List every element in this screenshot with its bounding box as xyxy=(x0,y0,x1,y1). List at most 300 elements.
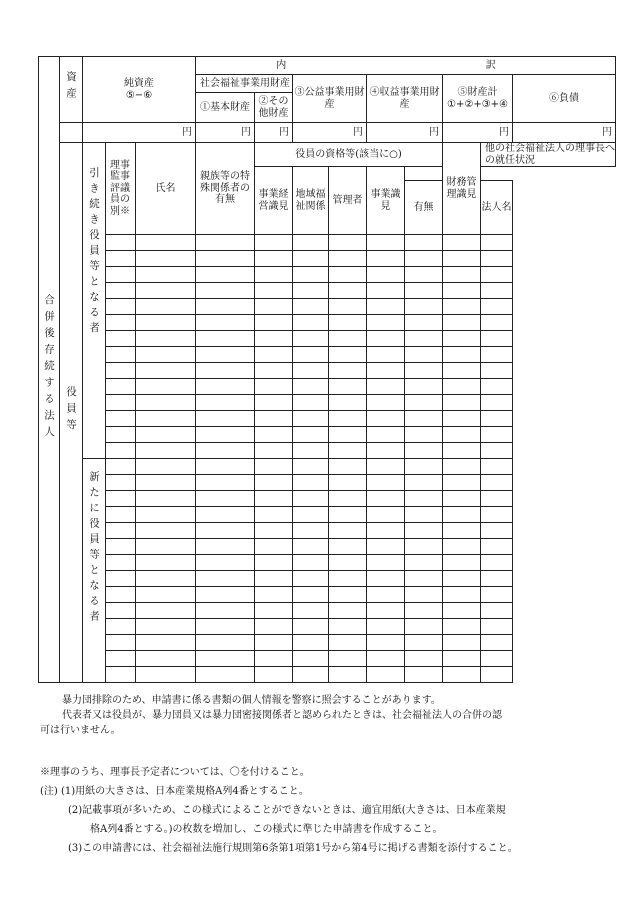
community-cell[interactable] xyxy=(293,299,329,315)
name-cell[interactable] xyxy=(136,283,196,299)
community-cell[interactable] xyxy=(293,459,329,475)
finance-cell[interactable] xyxy=(405,315,443,331)
role-cell[interactable] xyxy=(106,603,136,619)
business-cell[interactable] xyxy=(255,299,293,315)
presence-cell[interactable] xyxy=(443,635,481,651)
role-cell[interactable] xyxy=(106,251,136,267)
business-cell[interactable] xyxy=(255,443,293,459)
manager-cell[interactable] xyxy=(329,395,367,411)
corp-name-cell[interactable] xyxy=(481,427,513,443)
presence-cell[interactable] xyxy=(443,491,481,507)
corp-name-cell[interactable] xyxy=(481,619,513,635)
finance-cell[interactable] xyxy=(405,571,443,587)
community-cell[interactable] xyxy=(293,315,329,331)
presence-cell[interactable] xyxy=(443,667,481,683)
finance-cell[interactable] xyxy=(405,523,443,539)
public-property-value[interactable] xyxy=(293,123,367,143)
presence-cell[interactable] xyxy=(443,299,481,315)
relatives-cell[interactable] xyxy=(196,299,255,315)
name-cell[interactable] xyxy=(136,571,196,587)
relatives-cell[interactable] xyxy=(196,267,255,283)
corp-name-cell[interactable] xyxy=(481,235,513,251)
business-cell[interactable] xyxy=(255,475,293,491)
relatives-cell[interactable] xyxy=(196,411,255,427)
business-cell[interactable] xyxy=(255,395,293,411)
community-cell[interactable] xyxy=(293,603,329,619)
corp-name-cell[interactable] xyxy=(481,523,513,539)
name-cell[interactable] xyxy=(136,651,196,667)
community-cell[interactable] xyxy=(293,555,329,571)
name-cell[interactable] xyxy=(136,523,196,539)
expert-cell[interactable] xyxy=(367,523,405,539)
role-cell[interactable] xyxy=(106,475,136,491)
table-row xyxy=(39,523,616,539)
finance-cell[interactable] xyxy=(405,379,443,395)
corp-name-cell[interactable] xyxy=(481,331,513,347)
role-cell[interactable] xyxy=(106,363,136,379)
corp-name-cell[interactable] xyxy=(481,395,513,411)
manager-cell[interactable] xyxy=(329,331,367,347)
name-cell[interactable] xyxy=(136,395,196,411)
presence-cell[interactable] xyxy=(443,251,481,267)
finance-cell[interactable] xyxy=(405,555,443,571)
expert-cell[interactable] xyxy=(367,251,405,267)
role-cell[interactable] xyxy=(106,299,136,315)
finance-cell[interactable] xyxy=(405,603,443,619)
presence-cell[interactable] xyxy=(443,475,481,491)
relatives-cell[interactable] xyxy=(196,379,255,395)
name-cell[interactable] xyxy=(136,427,196,443)
name-cell[interactable] xyxy=(136,235,196,251)
expert-header-label: 事業識見 xyxy=(370,189,401,212)
manager-cell[interactable] xyxy=(329,539,367,555)
name-cell[interactable] xyxy=(136,475,196,491)
community-cell[interactable] xyxy=(293,651,329,667)
finance-cell[interactable] xyxy=(405,299,443,315)
community-cell[interactable] xyxy=(293,331,329,347)
role-cell[interactable] xyxy=(106,379,136,395)
name-cell[interactable] xyxy=(136,491,196,507)
role-cell[interactable] xyxy=(106,395,136,411)
finance-cell[interactable] xyxy=(405,235,443,251)
manager-cell[interactable] xyxy=(329,443,367,459)
name-cell[interactable] xyxy=(136,331,196,347)
role-cell[interactable] xyxy=(106,571,136,587)
expert-cell[interactable] xyxy=(367,539,405,555)
other-corp-header-label: 他の社会福祉法人の理事長への就任状況 xyxy=(485,143,616,166)
business-cell[interactable] xyxy=(255,619,293,635)
role-cell[interactable] xyxy=(106,411,136,427)
role-cell[interactable] xyxy=(106,267,136,283)
finance-cell[interactable] xyxy=(405,491,443,507)
other-property-header xyxy=(255,93,293,123)
business-cell[interactable] xyxy=(255,539,293,555)
presence-cell[interactable] xyxy=(443,603,481,619)
role-cell[interactable] xyxy=(106,587,136,603)
manager-cell[interactable] xyxy=(329,635,367,651)
business-cell[interactable] xyxy=(255,267,293,283)
manager-cell[interactable] xyxy=(329,411,367,427)
relatives-cell[interactable] xyxy=(196,395,255,411)
business-cell[interactable] xyxy=(255,251,293,267)
expert-cell[interactable] xyxy=(367,571,405,587)
business-cell[interactable] xyxy=(255,363,293,379)
expert-cell[interactable] xyxy=(367,651,405,667)
corp-name-cell[interactable] xyxy=(481,379,513,395)
finance-cell[interactable] xyxy=(405,395,443,411)
community-cell[interactable] xyxy=(293,539,329,555)
other-property-value[interactable] xyxy=(255,123,293,143)
manager-cell[interactable] xyxy=(329,315,367,331)
community-cell[interactable] xyxy=(293,427,329,443)
role-cell[interactable] xyxy=(106,235,136,251)
expert-cell[interactable] xyxy=(367,379,405,395)
name-cell[interactable] xyxy=(136,299,196,315)
presence-cell[interactable] xyxy=(443,315,481,331)
presence-cell[interactable] xyxy=(443,395,481,411)
corp-name-cell[interactable] xyxy=(481,363,513,379)
expert-cell[interactable] xyxy=(367,475,405,491)
finance-cell[interactable] xyxy=(405,635,443,651)
manager-cell[interactable] xyxy=(329,651,367,667)
finance-cell[interactable] xyxy=(405,507,443,523)
manager-cell[interactable] xyxy=(329,619,367,635)
business-cell[interactable] xyxy=(255,571,293,587)
relatives-cell[interactable] xyxy=(196,347,255,363)
business-cell[interactable] xyxy=(255,427,293,443)
expert-cell[interactable] xyxy=(367,603,405,619)
corp-name-cell[interactable] xyxy=(481,443,513,459)
role-cell[interactable] xyxy=(106,507,136,523)
role-cell[interactable] xyxy=(106,459,136,475)
role-cell[interactable] xyxy=(106,635,136,651)
presence-cell[interactable] xyxy=(443,283,481,299)
relatives-cell[interactable] xyxy=(196,363,255,379)
name-cell[interactable] xyxy=(136,539,196,555)
role-cell[interactable] xyxy=(106,443,136,459)
expert-cell[interactable] xyxy=(367,267,405,283)
name-cell[interactable] xyxy=(136,667,196,683)
business-cell[interactable] xyxy=(255,587,293,603)
corp-name-cell[interactable] xyxy=(481,475,513,491)
presence-cell[interactable] xyxy=(443,427,481,443)
corp-name-cell[interactable] xyxy=(481,587,513,603)
name-cell[interactable] xyxy=(136,267,196,283)
presence-cell[interactable] xyxy=(443,411,481,427)
expert-cell[interactable] xyxy=(367,363,405,379)
relatives-cell[interactable] xyxy=(196,667,255,683)
expert-cell[interactable] xyxy=(367,587,405,603)
finance-cell[interactable] xyxy=(405,539,443,555)
role-cell[interactable] xyxy=(106,539,136,555)
name-cell[interactable] xyxy=(136,347,196,363)
expert-cell[interactable] xyxy=(367,555,405,571)
business-cell[interactable] xyxy=(255,347,293,363)
community-cell[interactable] xyxy=(293,587,329,603)
community-cell[interactable] xyxy=(293,491,329,507)
corp-name-cell[interactable] xyxy=(481,651,513,667)
manager-header xyxy=(329,167,367,235)
name-cell[interactable] xyxy=(136,619,196,635)
corp-name-cell[interactable] xyxy=(481,603,513,619)
finance-cell[interactable] xyxy=(405,283,443,299)
presence-cell[interactable] xyxy=(443,555,481,571)
manager-cell[interactable] xyxy=(329,555,367,571)
relatives-cell[interactable] xyxy=(196,635,255,651)
name-cell[interactable] xyxy=(136,507,196,523)
community-cell[interactable] xyxy=(293,267,329,283)
expert-cell[interactable] xyxy=(367,507,405,523)
expert-cell[interactable] xyxy=(367,619,405,635)
corp-name-cell[interactable] xyxy=(481,491,513,507)
relatives-cell[interactable] xyxy=(196,315,255,331)
role-cell[interactable] xyxy=(106,427,136,443)
property-total-value[interactable] xyxy=(443,123,513,143)
community-cell[interactable] xyxy=(293,507,329,523)
community-cell[interactable] xyxy=(293,395,329,411)
relatives-cell[interactable] xyxy=(196,555,255,571)
business-cell[interactable] xyxy=(255,379,293,395)
role-cell[interactable] xyxy=(106,619,136,635)
manager-cell[interactable] xyxy=(329,491,367,507)
manager-cell[interactable] xyxy=(329,267,367,283)
business-cell[interactable] xyxy=(255,491,293,507)
business-cell[interactable] xyxy=(255,459,293,475)
business-cell[interactable] xyxy=(255,315,293,331)
relatives-cell[interactable] xyxy=(196,491,255,507)
finance-cell[interactable] xyxy=(405,267,443,283)
community-cell[interactable] xyxy=(293,235,329,251)
manager-cell[interactable] xyxy=(329,299,367,315)
community-cell[interactable] xyxy=(293,347,329,363)
manager-cell[interactable] xyxy=(329,507,367,523)
business-cell[interactable] xyxy=(255,507,293,523)
role-cell[interactable] xyxy=(106,667,136,683)
manager-cell[interactable] xyxy=(329,571,367,587)
relatives-cell[interactable] xyxy=(196,331,255,347)
business-cell[interactable] xyxy=(255,523,293,539)
liabilities-value[interactable] xyxy=(513,123,616,143)
relatives-cell[interactable] xyxy=(196,475,255,491)
relatives-cell[interactable] xyxy=(196,603,255,619)
business-cell[interactable] xyxy=(255,635,293,651)
presence-cell[interactable] xyxy=(443,507,481,523)
officers-label-cell xyxy=(60,143,83,683)
presence-cell[interactable] xyxy=(443,379,481,395)
presence-cell[interactable] xyxy=(443,267,481,283)
corp-name-cell[interactable] xyxy=(481,555,513,571)
expert-cell[interactable] xyxy=(367,331,405,347)
expert-cell[interactable] xyxy=(367,299,405,315)
business-cell[interactable] xyxy=(255,603,293,619)
role-cell[interactable] xyxy=(106,651,136,667)
manager-cell[interactable] xyxy=(329,603,367,619)
expert-cell[interactable] xyxy=(367,491,405,507)
presence-cell[interactable] xyxy=(443,587,481,603)
relatives-cell[interactable] xyxy=(196,443,255,459)
community-cell[interactable] xyxy=(293,635,329,651)
manager-cell[interactable] xyxy=(329,283,367,299)
finance-cell[interactable] xyxy=(405,587,443,603)
name-cell[interactable] xyxy=(136,379,196,395)
role-cell[interactable] xyxy=(106,555,136,571)
finance-cell[interactable] xyxy=(405,475,443,491)
finance-cell[interactable] xyxy=(405,619,443,635)
corp-name-cell[interactable] xyxy=(481,347,513,363)
corp-name-cell[interactable] xyxy=(481,299,513,315)
expert-cell[interactable] xyxy=(367,459,405,475)
manager-cell[interactable] xyxy=(329,475,367,491)
business-cell[interactable] xyxy=(255,651,293,667)
name-cell[interactable] xyxy=(136,555,196,571)
expert-cell[interactable] xyxy=(367,315,405,331)
community-cell[interactable] xyxy=(293,667,329,683)
name-cell[interactable] xyxy=(136,587,196,603)
manager-cell[interactable] xyxy=(329,363,367,379)
presence-cell[interactable] xyxy=(443,363,481,379)
relatives-cell[interactable] xyxy=(196,587,255,603)
role-cell[interactable] xyxy=(106,283,136,299)
presence-cell[interactable] xyxy=(443,571,481,587)
note-2a: (2)記載事項が多いため、この様式によることができないときは、適宜用紙(大きさは、日本産業規 xyxy=(68,805,506,816)
expert-cell[interactable] xyxy=(367,347,405,363)
community-cell[interactable] xyxy=(293,619,329,635)
name-cell[interactable] xyxy=(136,603,196,619)
name-cell[interactable] xyxy=(136,635,196,651)
community-cell[interactable] xyxy=(293,283,329,299)
expert-cell[interactable] xyxy=(367,443,405,459)
finance-cell[interactable] xyxy=(405,459,443,475)
community-cell[interactable] xyxy=(293,251,329,267)
finance-cell[interactable] xyxy=(405,411,443,427)
relatives-cell[interactable] xyxy=(196,283,255,299)
manager-cell[interactable] xyxy=(329,347,367,363)
role-cell[interactable] xyxy=(106,491,136,507)
finance-cell[interactable] xyxy=(405,667,443,683)
business-cell[interactable] xyxy=(255,283,293,299)
relatives-cell[interactable] xyxy=(196,571,255,587)
finance-cell[interactable] xyxy=(405,251,443,267)
name-cell[interactable] xyxy=(136,411,196,427)
business-cell[interactable] xyxy=(255,555,293,571)
role-cell[interactable] xyxy=(106,347,136,363)
relatives-header xyxy=(196,143,255,235)
corp-name-cell[interactable] xyxy=(481,635,513,651)
relatives-cell[interactable] xyxy=(196,539,255,555)
finance-cell[interactable] xyxy=(405,331,443,347)
finance-cell[interactable] xyxy=(405,651,443,667)
role-cell[interactable] xyxy=(106,331,136,347)
name-cell[interactable] xyxy=(136,251,196,267)
name-cell[interactable] xyxy=(136,443,196,459)
corp-name-cell[interactable] xyxy=(481,267,513,283)
expert-cell[interactable] xyxy=(367,635,405,651)
relatives-cell[interactable] xyxy=(196,523,255,539)
business-cell[interactable] xyxy=(255,331,293,347)
table-row xyxy=(39,283,616,299)
corp-name-cell[interactable] xyxy=(481,459,513,475)
presence-cell[interactable] xyxy=(443,619,481,635)
finance-cell[interactable] xyxy=(405,427,443,443)
presence-cell[interactable] xyxy=(443,539,481,555)
relatives-cell[interactable] xyxy=(196,507,255,523)
expert-cell[interactable] xyxy=(367,411,405,427)
corp-name-cell[interactable] xyxy=(481,667,513,683)
finance-cell[interactable] xyxy=(405,347,443,363)
presence-cell[interactable] xyxy=(443,443,481,459)
corp-name-cell[interactable] xyxy=(481,507,513,523)
finance-cell[interactable] xyxy=(405,363,443,379)
table-row xyxy=(39,587,616,603)
corp-name-cell[interactable] xyxy=(481,411,513,427)
basic-property-value[interactable] xyxy=(196,123,255,143)
business-cell[interactable] xyxy=(255,235,293,251)
manager-cell[interactable] xyxy=(329,459,367,475)
corp-name-cell[interactable] xyxy=(481,315,513,331)
community-cell[interactable] xyxy=(293,443,329,459)
name-cell[interactable] xyxy=(136,315,196,331)
relatives-cell[interactable] xyxy=(196,251,255,267)
expert-cell[interactable] xyxy=(367,427,405,443)
name-cell[interactable] xyxy=(136,459,196,475)
corp-name-cell[interactable] xyxy=(481,571,513,587)
profit-property-label: ④収益事業用財産 xyxy=(369,87,440,110)
community-cell[interactable] xyxy=(293,411,329,427)
corp-name-cell[interactable] xyxy=(481,539,513,555)
manager-cell[interactable] xyxy=(329,523,367,539)
manager-cell[interactable] xyxy=(329,251,367,267)
role-cell[interactable] xyxy=(106,523,136,539)
manager-cell[interactable] xyxy=(329,427,367,443)
profit-property-value[interactable] xyxy=(367,123,443,143)
name-cell[interactable] xyxy=(136,363,196,379)
presence-cell[interactable] xyxy=(443,235,481,251)
presence-cell[interactable] xyxy=(443,523,481,539)
community-cell[interactable] xyxy=(293,571,329,587)
presence-cell[interactable] xyxy=(443,331,481,347)
business-cell[interactable] xyxy=(255,667,293,683)
corp-name-cell[interactable] xyxy=(481,251,513,267)
manager-cell[interactable] xyxy=(329,587,367,603)
notes-block xyxy=(40,763,615,858)
community-cell[interactable] xyxy=(293,523,329,539)
presence-cell[interactable] xyxy=(443,651,481,667)
net-assets-value[interactable] xyxy=(83,123,196,143)
role-cell[interactable] xyxy=(106,315,136,331)
finance-cell[interactable] xyxy=(405,443,443,459)
community-cell[interactable] xyxy=(293,363,329,379)
corp-name-cell[interactable] xyxy=(481,283,513,299)
manager-cell[interactable] xyxy=(329,379,367,395)
manager-cell[interactable] xyxy=(329,667,367,683)
community-cell[interactable] xyxy=(293,379,329,395)
table-row xyxy=(39,235,616,251)
manager-cell[interactable] xyxy=(329,235,367,251)
presence-cell[interactable] xyxy=(443,347,481,363)
expert-cell[interactable] xyxy=(367,667,405,683)
relatives-cell[interactable] xyxy=(196,235,255,251)
relatives-cell[interactable] xyxy=(196,427,255,443)
business-cell[interactable] xyxy=(255,411,293,427)
expert-cell[interactable] xyxy=(367,235,405,251)
relatives-cell[interactable] xyxy=(196,651,255,667)
relatives-cell[interactable] xyxy=(196,459,255,475)
relatives-cell[interactable] xyxy=(196,619,255,635)
expert-cell[interactable] xyxy=(367,395,405,411)
expert-cell[interactable] xyxy=(367,283,405,299)
community-cell[interactable] xyxy=(293,475,329,491)
presence-cell[interactable] xyxy=(443,459,481,475)
